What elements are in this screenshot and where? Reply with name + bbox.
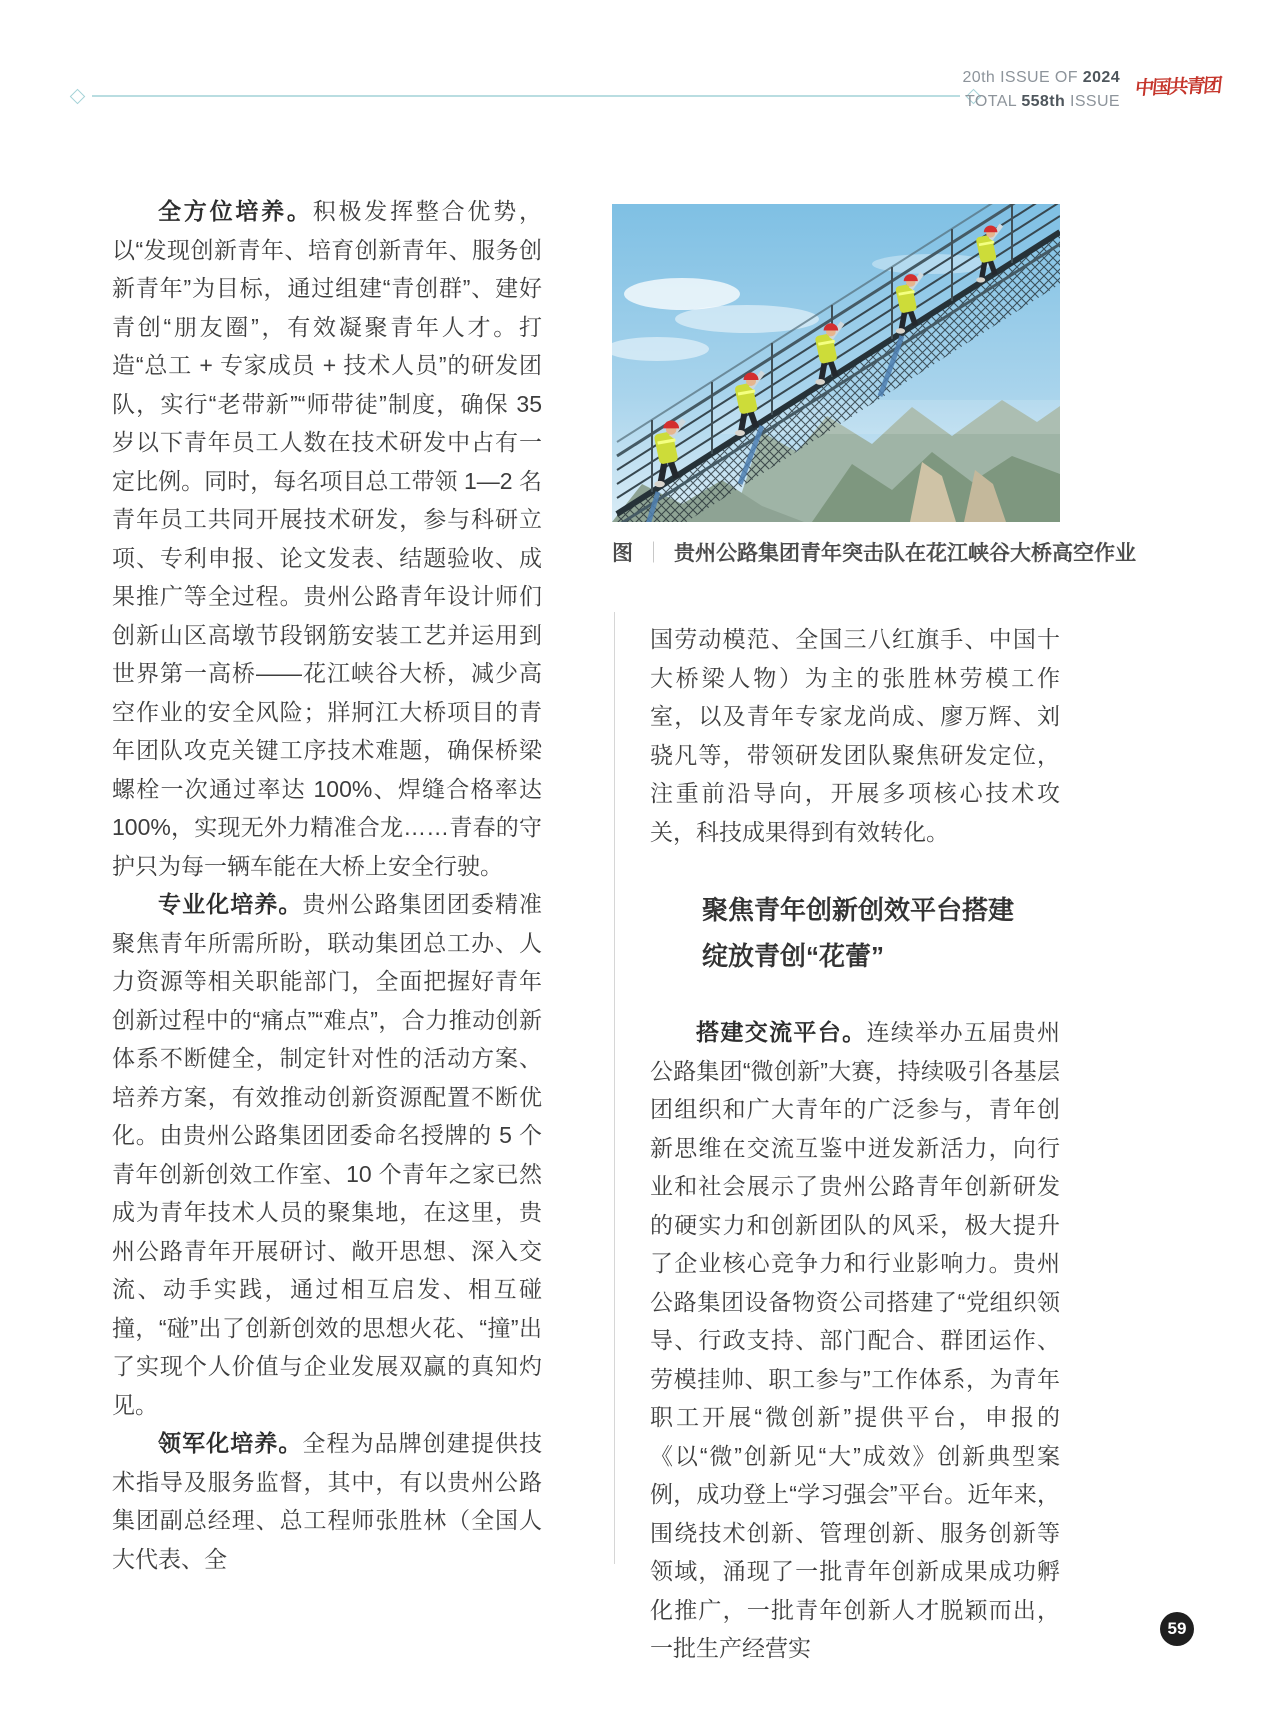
paragraph-platform-building <box>650 1013 1060 1668</box>
paragraph-body: 连续举办五届贵州公路集团“微创新”大赛，持续吸引各基层团组织和广大青年的广泛参与，青年创新思维在交流互鉴中迸发新活力，向行业和社会展示了贵州公路青年创新研发的硬实力和创新团队的风采，极大提升了企业核心竞争力和行业影响力。贵州公路集团设备物资公司搭建了“党组织领导、行政支持、部门配合、群团运作、劳模挂帅、职工参与”工作体系，为青年职工开展“微创新”提供平台，申报的《以“微”创新见“大”成效》创新典型案例，成功登上“学习强会”平台。近年来，围绕技术创新、管理创新、服务创新等领域，涌现了一批青年创新成果成功孵化推广，一批青年创新人才脱颖而出，一批生产经营实 <box>650 1019 1061 1661</box>
paragraph-lead: 搭建交流平台。 <box>696 1019 867 1045</box>
paragraph-continuation: 国劳动模范、全国三八红旗手、中国十大桥梁人物）为主的张胜林劳模工作室，以及青年专家龙尚成、廖万辉、刘骁凡等，带领研发团队聚焦研发定位，注重前沿导向，开展多项核心技术攻关，科技成果得到有效转化。 <box>650 626 1060 845</box>
section-heading <box>650 887 1060 979</box>
section-heading-line-1: 聚焦青年创新创效平台搭建 <box>702 895 1015 925</box>
paragraph-all-round-training <box>112 192 542 885</box>
page-number: 59 <box>1167 1619 1187 1638</box>
paragraph-leadership-training <box>112 1424 542 1578</box>
paragraph-lead: 全方位培养。 <box>158 198 313 224</box>
paragraph-body: 积极发挥整合优势，以“发现创新青年、培育创新青年、服务创新青年”为目标，通过组建“青创群”、建好青创“朋友圈”，有效凝聚青年人才。打造“总工 + 专家成员 + 技术人员”的研发团队，实行“老带新”“师带徒”制度，确保 35 岁以下青年员工人数在技术研发中占有一定比例。同时，每名项目总工带领 1—2 名青年员工共同开展技术研发，参与科研立项、专利申报、论文发表、结题验收、成果推广等全过程。贵州公路青年设计师们创新山区高墩节段钢筋安装工艺并运用到世界第一高桥——花江峡谷大桥，减少高空作业的安全风险；牂牁江大桥项目的青年团队攻克关键工序技术难题，确保桥梁螺栓一次通过率达 100%、焊缝合格率达 100%，实现无外力精准合龙……青春的守护只为每一辆车能在大桥上安全行驶。 <box>112 198 543 879</box>
diamond-ornament-icon <box>70 89 86 105</box>
right-text-column <box>650 620 1060 1668</box>
magazine-logo: 中国共青团 <box>1133 75 1222 100</box>
section-heading-line-2: 绽放青创“花蕾” <box>702 941 885 971</box>
issue-line-2: TOTAL 558th ISSUE <box>964 93 1120 110</box>
photo-caption <box>612 537 1136 567</box>
caption-prefix: 图 <box>612 542 633 565</box>
issue-line-1: 20th ISSUE OF 2024 <box>962 69 1120 86</box>
issue-info <box>820 66 1120 114</box>
left-text-column <box>112 192 542 1578</box>
paragraph-body: 全程为品牌创建提供技术指导及服务监督，其中，有以贵州公路集团副总经理、总工程师张胜林（全国人大代表、全 <box>112 1430 543 1572</box>
bridge-photo-figure <box>612 204 1136 567</box>
paragraph-lead: 领军化培养。 <box>158 1430 303 1456</box>
paragraph-lead: 专业化培养。 <box>158 891 303 917</box>
caption-separator: ｜ <box>643 542 664 565</box>
page-number-badge <box>1160 1612 1194 1646</box>
column-divider <box>614 612 615 1564</box>
paragraph-body: 贵州公路集团团委精准聚焦青年所需所盼，联动集团总工办、人力资源等相关职能部门，全面把握好青年创新过程中的“痛点”“难点”，合力推动创新体系不断健全，制定针对性的活动方案、培养方案，有效推动创新资源配置不断优化。由贵州公路集团团委命名授牌的 5 个青年创新创效工作室、10 个青年之家已然成为青年技术人员的聚集地，在这里，贵州公路青年开展研讨、敞开思想、深入交流、动手实践，通过相互启发、相互碰撞，“碰”出了创新创效的思想火花、“撞”出了实现个人价值与企业发展双赢的真知灼见。 <box>112 891 543 1418</box>
paragraph-professional-training <box>112 885 542 1424</box>
caption-text: 贵州公路集团青年突击队在花江峡谷大桥高空作业 <box>674 542 1136 565</box>
bridge-photo <box>612 204 1060 522</box>
